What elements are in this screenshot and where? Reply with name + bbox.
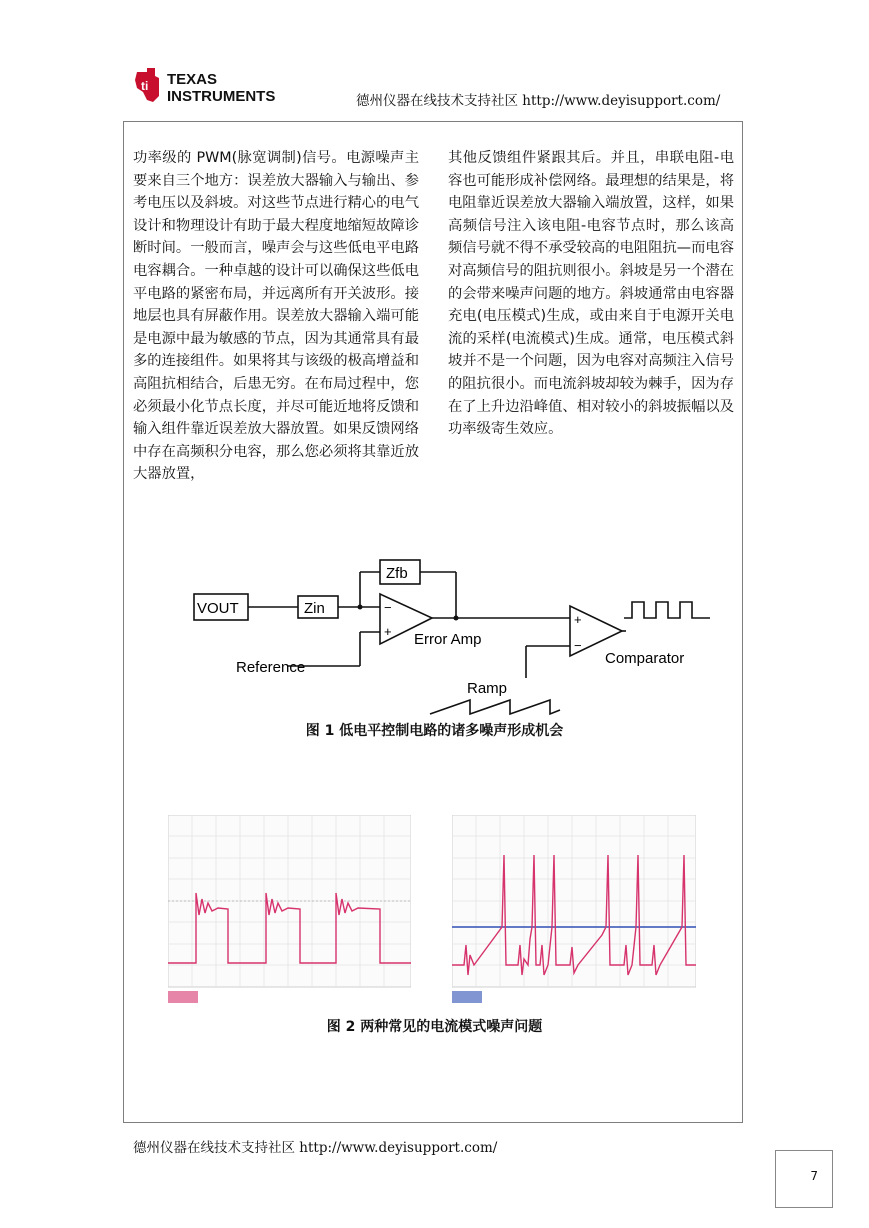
vout-label: VOUT: [197, 600, 239, 617]
ramp-label: Ramp: [467, 680, 508, 697]
logo-text-instruments: INSTRUMENTS: [167, 88, 276, 105]
footer-site-link[interactable]: 德州仪器在线技术支持社区 http://www.deyisupport.com/: [133, 1140, 498, 1156]
texas-instruments-logo: [133, 66, 293, 106]
page-number: 7: [810, 1169, 818, 1183]
comparator-minus: −: [574, 638, 582, 653]
pwm-waveform: [624, 602, 710, 618]
comparator-plus: +: [574, 612, 582, 627]
zfb-label: Zfb: [386, 565, 408, 582]
page-number-box: [775, 1150, 833, 1208]
body-text-right-column: 其他反馈组件紧跟其后。并且，串联电阻-电容也可能形成补偿网络。最理想的结果是，将电阻靠近误差放大器输入端放置，这样，如果高频信号注入该电阻-电容节点时，那么该高频信号就不得不承受较高的电阻阻抗—而电容对高频信号的阻抗则很小。斜坡是另一个潜在的会带来噪声问题的地方。斜坡通常由电容器充电(电压模式)生成，或由来自于电源开关电流的采样(电流模式)生成。通常，电压模式斜坡并不是一个问题，因为电容对高频注入信号的阻抗很小。而电流斜坡却较为棘手，因为存在了上升边沿峰值、相对较小的斜坡振幅以及功率级寄生效应。: [448, 150, 734, 438]
error-amp-label: Error Amp: [414, 631, 482, 648]
ramp-sawtooth: [430, 700, 560, 714]
reference-label: Reference: [236, 659, 306, 676]
body-text-left-column: 功率级的 PWM(脉宽调制)信号。电源噪声主要来自三个地方：误差放大器输入与输出、参考电压以及斜坡。对这些节点进行精心的电气设计和物理设计有助于最大程度地缩短故障诊断时间。一般而言，噪声会与这些低电平电路电容耦合。一种卓越的设计可以确保这些低电平电路的紧密布局，并远离所有开关波形。接地层也具有屏蔽作用。误差放大器输入端可能是电源中最为敏感的节点，因为其通常具有最多的连接组件。如果将其与该级的极高增益和高阻抗相结合，后患无穷。在布局过程中，您必须最小化节点长度，并尽可能近地将反馈和输入组件靠近误差放大器放置。如果反馈网络中存在高频积分电容，那么您必须将其靠近放大器放置，: [133, 150, 419, 483]
control-circuit-diagram: [180, 550, 720, 720]
ti-state-icon: [135, 68, 159, 102]
oscilloscope-capture-left: [168, 815, 411, 1007]
figure1-caption: 图 1 低电平控制电路的诸多噪声形成机会: [305, 723, 564, 739]
zin-label: Zin: [304, 600, 325, 617]
svg-text:ti: ti: [141, 79, 149, 93]
figure2-caption: 图 2 两种常见的电流模式噪声问题: [326, 1019, 543, 1035]
header-site-link[interactable]: 德州仪器在线技术支持社区 http://www.deyisupport.com/: [356, 93, 721, 109]
error-amp-minus: −: [384, 600, 392, 615]
oscilloscope-capture-right: [452, 815, 696, 1007]
logo-text-texas: TEXAS: [167, 71, 218, 88]
comparator-label: Comparator: [605, 650, 685, 667]
error-amp-plus: +: [384, 624, 392, 639]
